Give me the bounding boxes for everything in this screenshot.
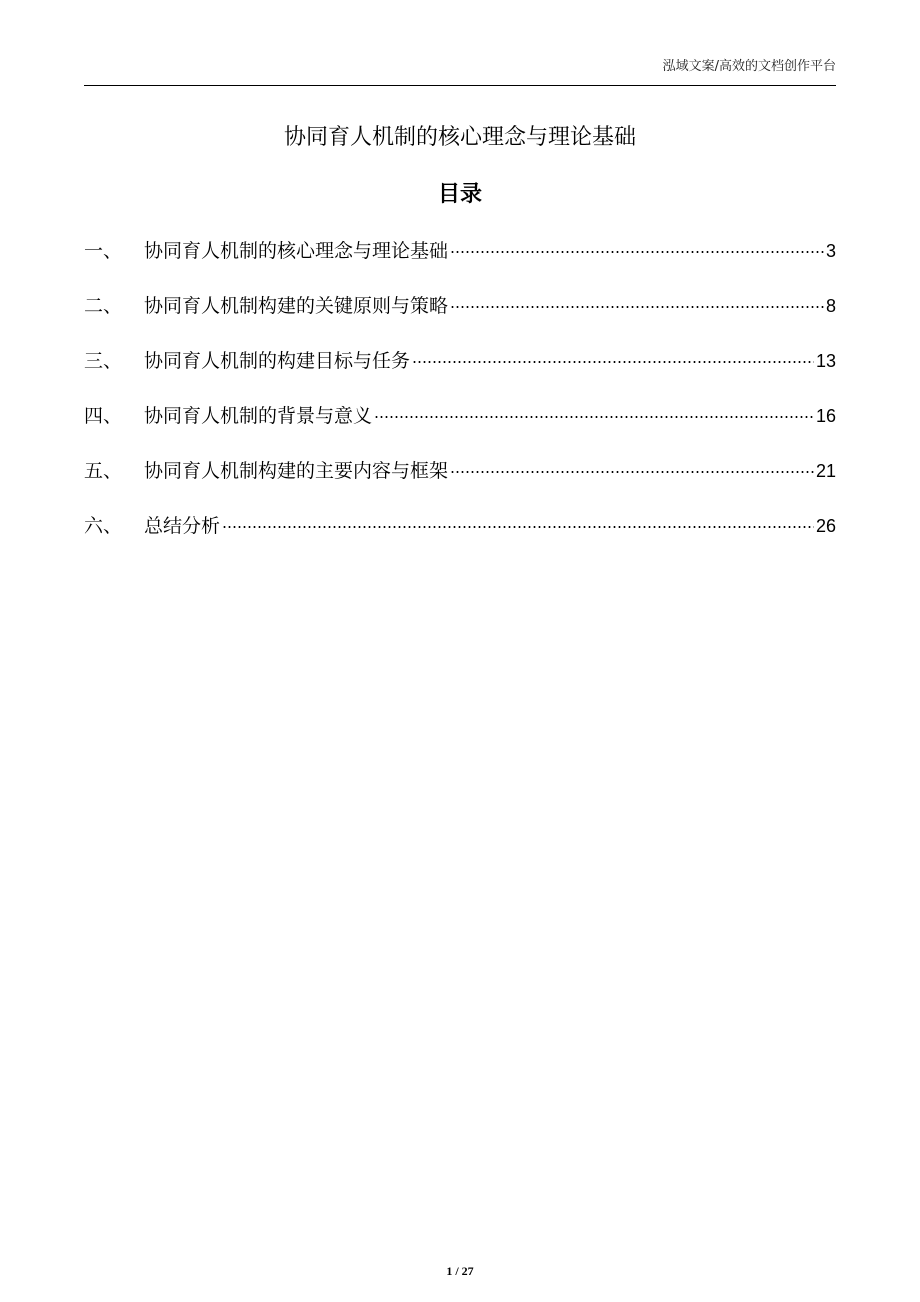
page-header: 泓域文案/高效的文档创作平台 — [662, 59, 836, 74]
toc-dot-leader — [450, 306, 824, 308]
toc-entry[interactable] — [84, 510, 836, 565]
toc-entry-page: 21 — [815, 461, 836, 481]
toc-dot-leader — [222, 526, 814, 528]
toc-entry[interactable] — [84, 455, 836, 510]
toc-entry-title: 协同育人机制构建的主要内容与框架 — [144, 460, 449, 482]
toc-entry-title: 协同育人机制的背景与意义 — [144, 405, 373, 427]
toc-entry[interactable] — [84, 290, 836, 345]
toc-dot-leader — [412, 361, 814, 363]
toc-entry-number: 五、 — [84, 460, 123, 482]
toc-entry-title: 协同育人机制构建的关键原则与策略 — [144, 295, 449, 317]
toc-entry-page: 13 — [815, 351, 836, 371]
toc-entry-title: 协同育人机制的核心理念与理论基础 — [144, 240, 449, 262]
toc-entry-number: 四、 — [84, 405, 123, 427]
page-number: 1 / 27 — [446, 1264, 474, 1278]
document-title: 协同育人机制的核心理念与理论基础 — [283, 125, 636, 150]
header-divider — [84, 85, 836, 86]
toc-dot-leader — [374, 416, 814, 418]
toc-heading: 目录 — [437, 182, 482, 207]
toc-entry-page: 8 — [825, 296, 836, 316]
toc-entry-number: 三、 — [84, 350, 123, 372]
toc-entry-page: 26 — [815, 516, 836, 536]
toc-dot-leader — [450, 251, 824, 253]
toc-entry-number: 一、 — [84, 240, 123, 262]
toc-entry-page: 3 — [825, 241, 836, 261]
toc-entry-title: 总结分析 — [144, 515, 221, 537]
toc-entry[interactable] — [84, 235, 836, 290]
toc-entry-page: 16 — [815, 406, 836, 426]
toc-entry-number: 六、 — [84, 515, 123, 537]
toc-entry[interactable] — [84, 400, 836, 455]
table-of-contents — [84, 235, 836, 565]
toc-entry[interactable] — [84, 345, 836, 400]
toc-dot-leader — [450, 471, 814, 473]
toc-entry-number: 二、 — [84, 295, 123, 317]
toc-entry-title: 协同育人机制的构建目标与任务 — [144, 350, 411, 372]
